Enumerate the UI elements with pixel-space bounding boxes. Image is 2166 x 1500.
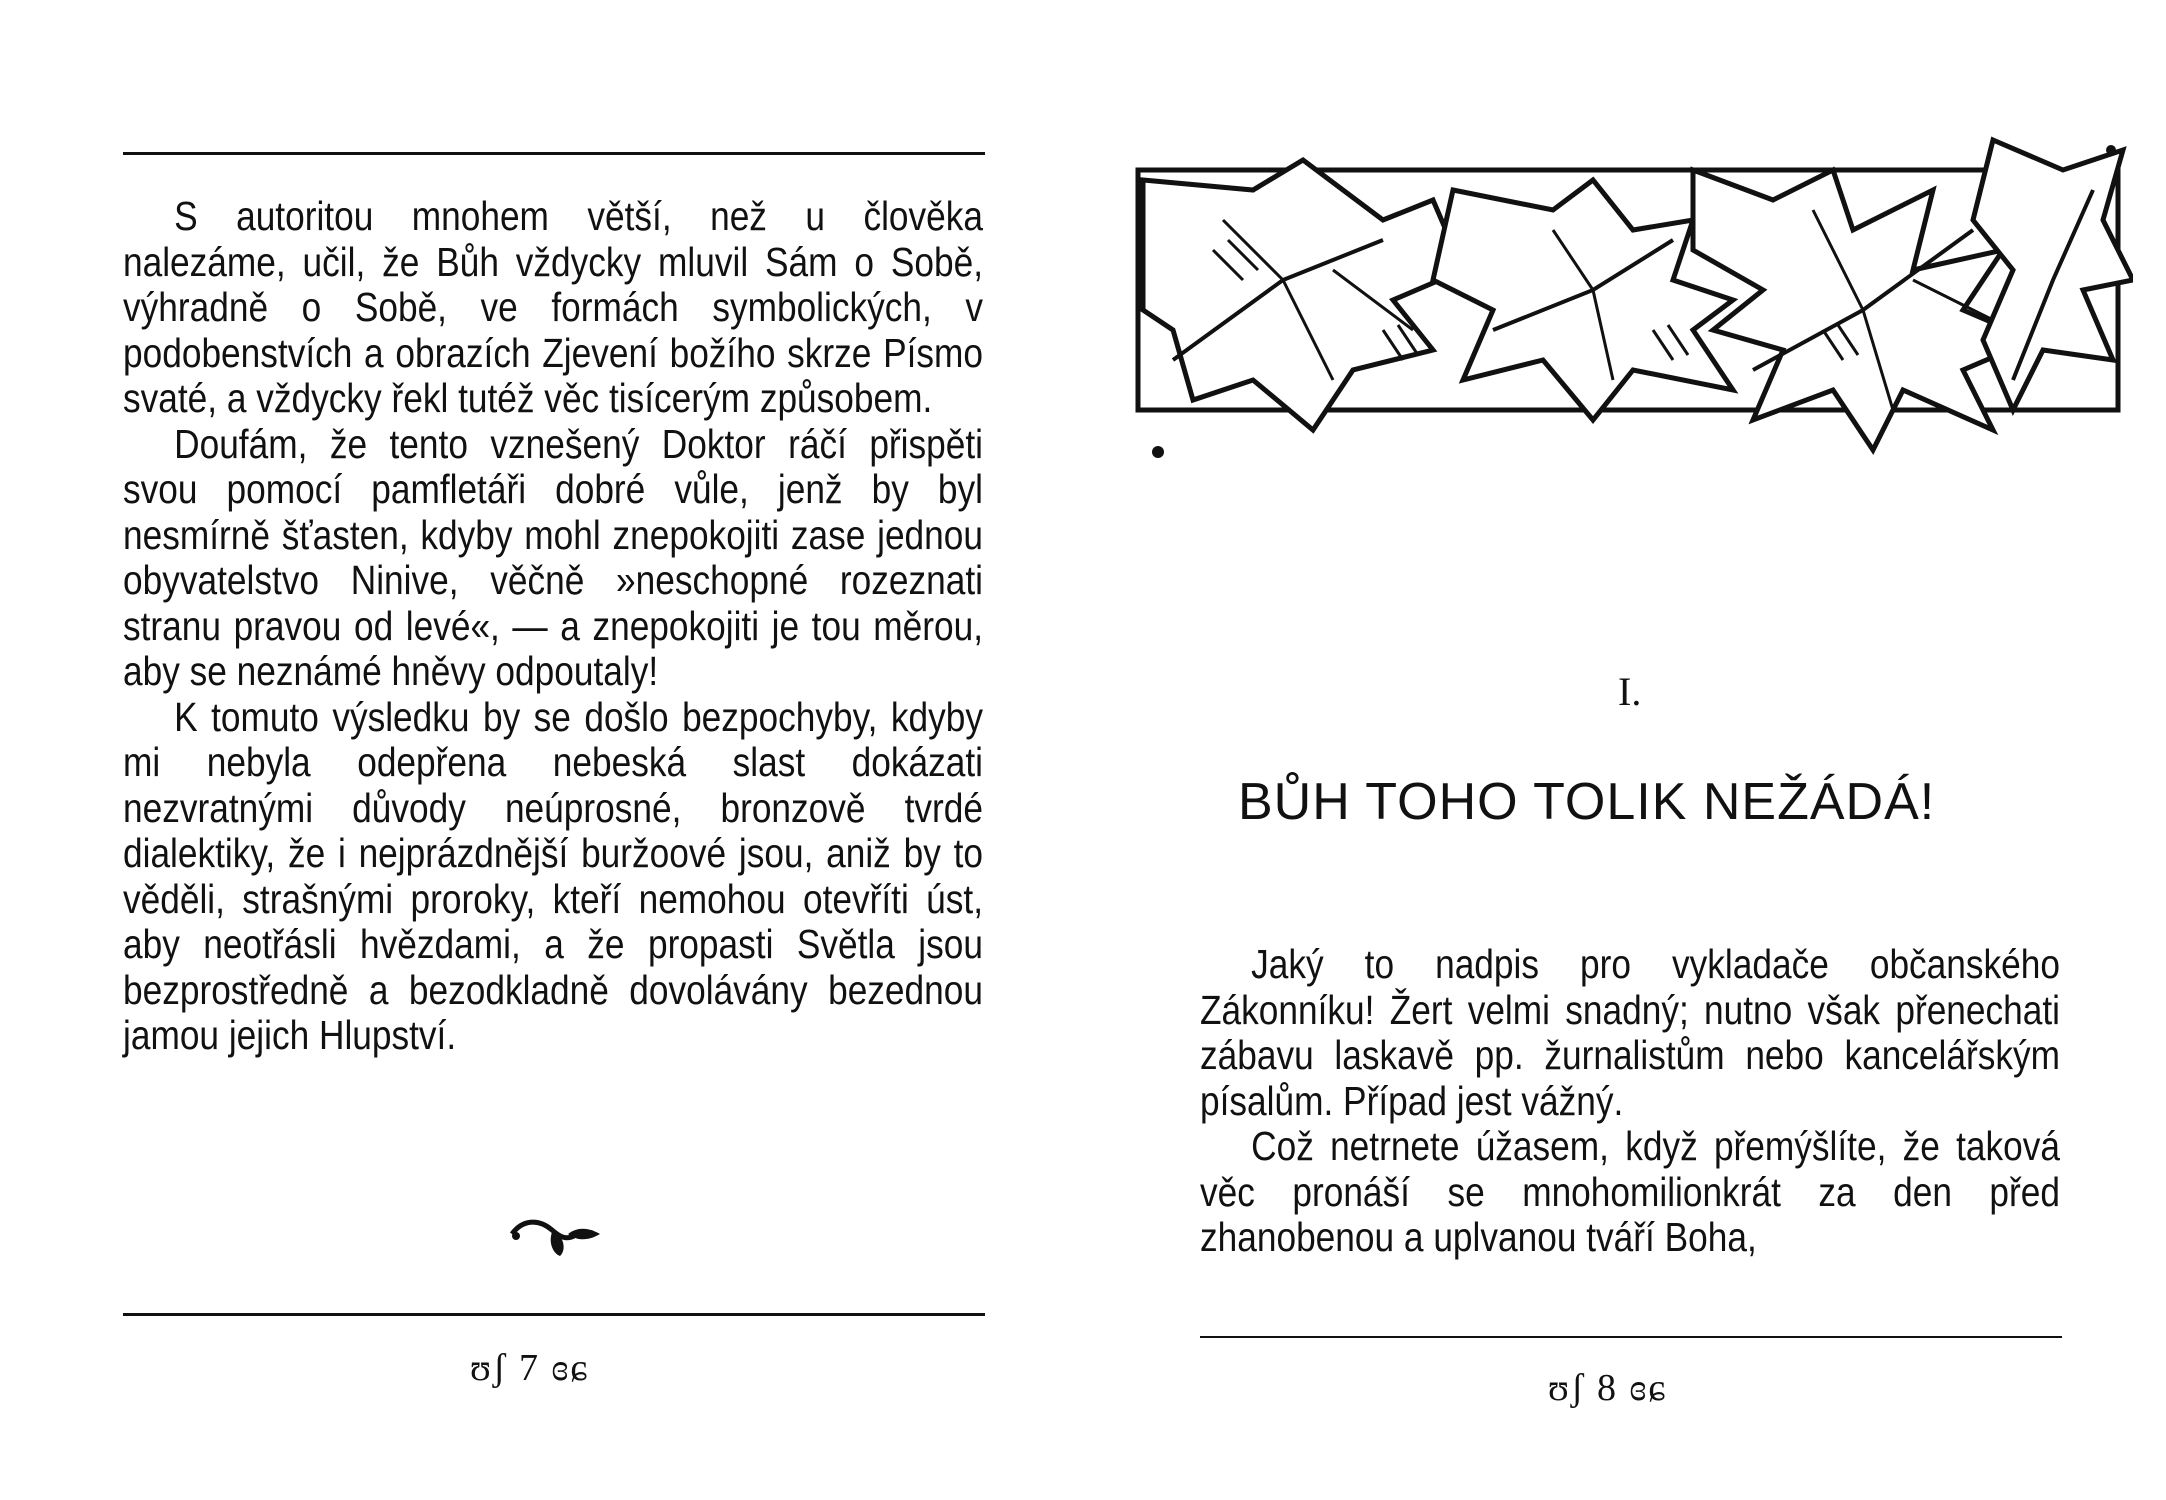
folio-number: 7 [519, 1347, 541, 1389]
paragraph: Což netrnete úžasem, když přemýšlíte, že taková věc pronáší se mnohomilionkrát za den před zhanobenou a uplvanou tváří Boha, [1200, 1123, 2060, 1260]
paragraph: K tomuto výsledku by se došlo bezpochyby, kdyby mi nebyla odepřena nebeská slast dokázati nezvratnými důvody neúprosné, bronzově tvrdé dialektiky, že i nejprázdnější buržoové jsou, aniž by to věděli, strašnými proroky, kteří nemohou otevříti úst, aby neotřásli hvězdami, a že propasti Světla jsou bezprostředně a bezodkladně dovolávány bezednou jamou jejich Hlupství. [123, 693, 984, 1058]
page-number [470, 1346, 589, 1390]
chapter-number: I. [1618, 669, 1642, 714]
right-page [1083, 0, 2166, 1500]
page-number [1548, 1366, 1667, 1410]
bottom-rule [123, 1313, 985, 1316]
paragraph: Jaký to nadpis pro vykladače občanského Zákonníku! Žert velmi snadný; nutno však přenechati zábavu laskavě pp. žurnalistům nebo kancelářským písalům. Případ jest vážný. [1200, 941, 2060, 1124]
folio-number: 8 [1597, 1367, 1619, 1409]
paragraph: S autoritou mnohem větší, než u člověka nalezáme, učil, že Bůh vždycky mluvil Sám o Sobě, výhradně o Sobě, ve formách symbolických, v podobenstvích a obrazích Zjevení božího skrze Písmo svaté, a vždycky řekl tutéž věc tisícerým způsobem. [123, 193, 984, 421]
leaves-banner-icon [1133, 130, 2133, 470]
folio-ornament-left-icon: ʊʃ [470, 1347, 520, 1389]
folio-ornament-right-icon: ɞɕ [540, 1347, 590, 1389]
body-text [1200, 942, 2060, 1261]
folio-ornament-left-icon: ʊʃ [1548, 1367, 1598, 1409]
chapter-title: BŮH TOHO TOLIK NEŽÁDÁ! [1238, 773, 1936, 831]
top-rule [123, 152, 985, 155]
fleuron-icon [508, 1210, 608, 1262]
bottom-rule [1200, 1336, 2062, 1338]
folio-ornament-right-icon: ɞɕ [1618, 1367, 1668, 1409]
paragraph: Doufám, že tento vznešený Doktor ráčí přispěti svou pomocí pamfletáři dobré vůle, jenž by byl nesmírně šťasten, kdyby mohl znepokojiti zase jednou obyvatelstvo Ninive, věčně »neschopné rozeznati stranu pravou od levé«, — a znepokojiti je tou měrou, aby se neznámé hněvy odpoutaly! [123, 420, 984, 694]
body-text [123, 194, 983, 1059]
